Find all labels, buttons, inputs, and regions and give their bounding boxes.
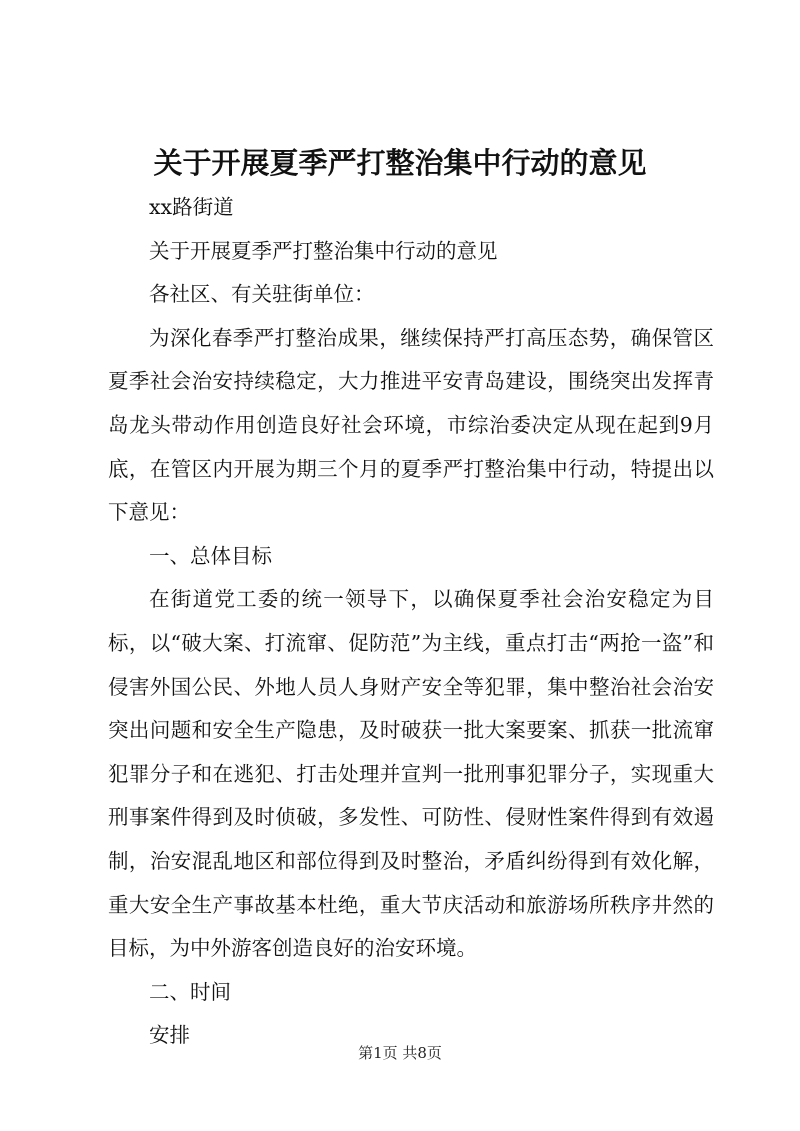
document-body: [108, 186, 714, 1058]
issuer-line: xx路街道: [149, 195, 234, 219]
arrangement-line: 安排: [149, 1023, 190, 1048]
section-heading-goals: 一、总体目标: [149, 543, 272, 568]
page-footer: 第1页 共8页: [358, 1044, 442, 1062]
subject-line: 关于开展夏季严打整治集中行动的意见: [149, 238, 498, 263]
section-heading-time: 二、时间: [149, 979, 231, 1004]
intro-paragraph: 为深化春季严打整治成果，继续保持严打高压态势，确保管区夏季社会治安持续稳定，大力推进平安青岛建设，围绕突出发挥青岛龙头带动作用创造良好社会环境，市综治委决定从现在起到9月底，在管区内开展为期三个月的夏季严打整治集中行动，特提出以下意见：: [108, 325, 714, 525]
goals-paragraph: 在街道党工委的统一领导下，以确保夏季社会治安稳定为目标，以“破大案、打流窜、促防范”为主线，重点打击“两抢一盗”和侵害外国公民、外地人员人身财产安全等犯罪，集中整治社会治安突出问题和安全生产隐患，及时破获一批大案要案、抓获一批流窜犯罪分子和在逃犯、打击处理并宣判一批刑事犯罪分子，实现重大刑事案件得到及时侦破，多发性、可防性、侵财性案件得到有效遏制，治安混乱地区和部位得到及时整治，矛盾纠纷得到有效化解，重大安全生产事故基本杜绝，重大节庆活动和旅游场所秩序井然的目标，为中外游客创造良好的治安环境。: [108, 587, 714, 961]
addressee-line: 各社区、有关驻街单位：: [149, 282, 375, 307]
document-title: 关于开展夏季严打整治集中行动的意见: [153, 146, 647, 180]
